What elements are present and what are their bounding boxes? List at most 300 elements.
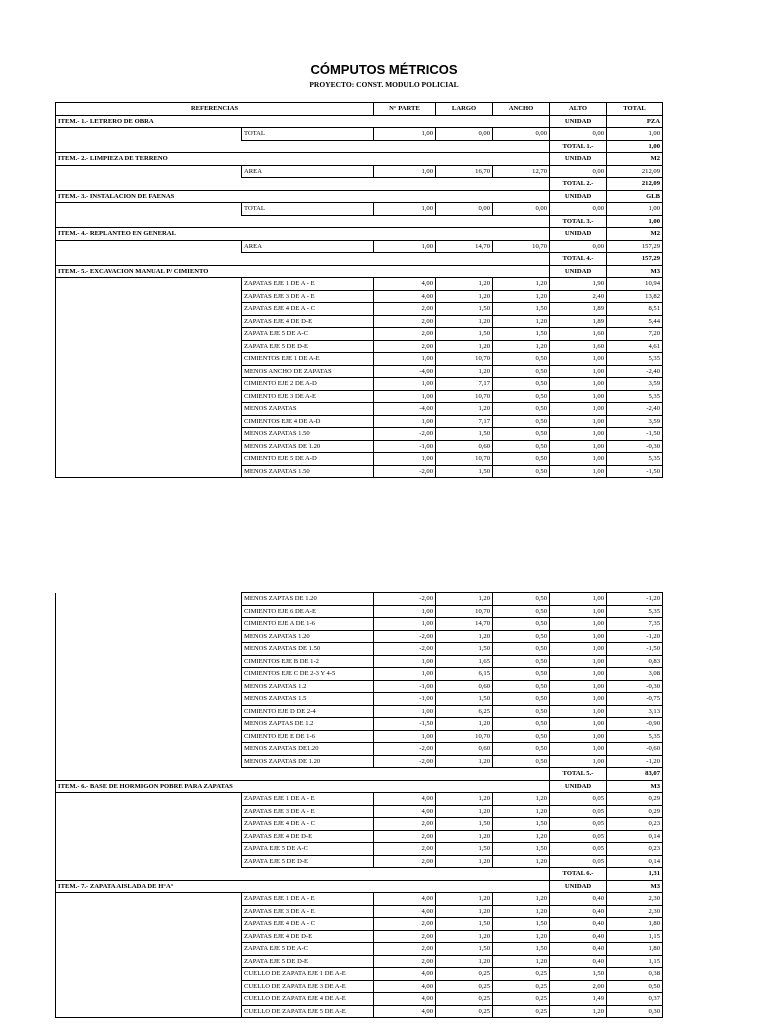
table-row (56, 930, 663, 943)
item-total-row (56, 868, 663, 881)
reference-cell: ZAPATAS EJE 4 DE A - C (242, 918, 374, 931)
largo-cell: 1,20 (436, 905, 493, 918)
header-ancho: ANCHO (493, 103, 550, 116)
n-parte-cell: 1,00 (374, 655, 436, 668)
n-parte-cell: -1,00 (374, 440, 436, 453)
reference-cell: CIMIENTO EJE A DE 1-6 (242, 618, 374, 631)
largo-cell: 1,20 (436, 718, 493, 731)
largo-cell: 1,50 (436, 918, 493, 931)
total-cell: -1,50 (607, 428, 663, 441)
reference-cell: MENOS ZAPATAS (242, 403, 374, 416)
total-value: 1,00 (607, 215, 663, 228)
indent-cell (56, 718, 242, 731)
indent-cell (56, 680, 242, 693)
n-parte-cell: 4,00 (374, 993, 436, 1006)
total-cell: -0,90 (607, 718, 663, 731)
reference-cell: TOTAL (242, 128, 374, 141)
n-parte-cell: 1,00 (374, 165, 436, 178)
indent-cell (56, 693, 242, 706)
table-row (56, 855, 663, 868)
alto-cell: 0,05 (550, 818, 607, 831)
reference-cell: CUELLO DE ZAPATA EJE 5 DE A-E (242, 1005, 374, 1018)
ancho-cell: 0,25 (493, 980, 550, 993)
n-parte-cell: -2,00 (374, 743, 436, 756)
table-row (56, 980, 663, 993)
ancho-cell: 1,20 (493, 930, 550, 943)
alto-cell: 1,00 (550, 693, 607, 706)
indent-cell (56, 403, 242, 416)
ancho-cell: 1,50 (493, 843, 550, 856)
alto-cell: 1,00 (550, 668, 607, 681)
n-parte-cell: -2,00 (374, 428, 436, 441)
alto-cell: 1,00 (550, 353, 607, 366)
indent-cell (56, 943, 242, 956)
n-parte-cell: 2,00 (374, 340, 436, 353)
ancho-cell: 1,20 (493, 340, 550, 353)
ancho-cell: 1,20 (493, 955, 550, 968)
total-cell: 157,29 (607, 240, 663, 253)
header-referencias: REFERENCIAS (56, 103, 374, 116)
largo-cell: 1,50 (436, 818, 493, 831)
n-parte-cell: 1,00 (374, 378, 436, 391)
ancho-cell: 0,50 (493, 655, 550, 668)
table-row (56, 353, 663, 366)
item-header-row (56, 190, 663, 203)
table-row (56, 718, 663, 731)
alto-cell: 0,05 (550, 805, 607, 818)
reference-cell: MENOS ZAPATAS DE 1.20 (242, 755, 374, 768)
total-cell: 2,30 (607, 893, 663, 906)
header-largo: LARGO (436, 103, 493, 116)
n-parte-cell: 4,00 (374, 1005, 436, 1018)
item-header-row (56, 153, 663, 166)
reference-cell: ZAPATAS EJE 4 DE D-E (242, 930, 374, 943)
ancho-cell: 0,50 (493, 705, 550, 718)
total-cell: -1,20 (607, 630, 663, 643)
alto-cell: 0,05 (550, 855, 607, 868)
total-label: TOTAL 1.- (550, 140, 607, 153)
indent-cell (56, 705, 242, 718)
reference-cell: AREA (242, 240, 374, 253)
indent-cell (56, 165, 242, 178)
n-parte-cell: -1,50 (374, 718, 436, 731)
ancho-cell: 0,50 (493, 453, 550, 466)
reference-cell: ZAPATA EJE 5 DE D-E (242, 955, 374, 968)
item-unit: PZA (607, 115, 663, 128)
item-title: ITEM.- 4.- REPLANTEO EN GENERAL (56, 228, 550, 241)
n-parte-cell: 1,00 (374, 203, 436, 216)
indent-cell (56, 278, 242, 291)
largo-cell: 0,25 (436, 968, 493, 981)
largo-cell: 1,50 (436, 693, 493, 706)
total-cell: 1,15 (607, 930, 663, 943)
indent-cell (56, 340, 242, 353)
n-parte-cell: 4,00 (374, 805, 436, 818)
reference-cell: ZAPATA EJE 5 DE A-C (242, 843, 374, 856)
largo-cell: 1,20 (436, 955, 493, 968)
reference-cell: CUELLO DE ZAPATA EJE 4 DE A-E (242, 993, 374, 1006)
reference-cell: MENOS ZAPATAS DE 1.20 (242, 440, 374, 453)
ancho-cell: 1,20 (493, 290, 550, 303)
table-row (56, 655, 663, 668)
table-row (56, 203, 663, 216)
total-cell: -2,40 (607, 403, 663, 416)
alto-cell: 1,00 (550, 415, 607, 428)
item-unit: M3 (607, 780, 663, 793)
total-label: TOTAL 3.- (550, 215, 607, 228)
table-row (56, 943, 663, 956)
table-row (56, 453, 663, 466)
alto-cell: 1,00 (550, 440, 607, 453)
largo-cell: 7,17 (436, 415, 493, 428)
ancho-cell: 0,50 (493, 403, 550, 416)
indent-cell (56, 203, 242, 216)
indent-cell (56, 453, 242, 466)
ancho-cell: 1,50 (493, 943, 550, 956)
total-cell: 1,15 (607, 955, 663, 968)
indent-cell (56, 415, 242, 428)
largo-cell: 0,25 (436, 1005, 493, 1018)
largo-cell: 1,20 (436, 805, 493, 818)
spacer-cell (56, 868, 550, 881)
item-header-row (56, 115, 663, 128)
alto-cell: 1,00 (550, 655, 607, 668)
alto-cell: 0,40 (550, 930, 607, 943)
reference-cell: CIMIENTO EJE 3 DE A-E (242, 390, 374, 403)
total-cell: -2,40 (607, 365, 663, 378)
alto-cell: 1,00 (550, 718, 607, 731)
reference-cell: CIMIENTOS EJE 1 DE A-E (242, 353, 374, 366)
item-unit-label: UNIDAD (550, 265, 607, 278)
alto-cell: 1,60 (550, 328, 607, 341)
table-row (56, 303, 663, 316)
total-cell: 7,35 (607, 618, 663, 631)
total-cell: -1,20 (607, 593, 663, 606)
table-row (56, 818, 663, 831)
total-cell: 0,29 (607, 793, 663, 806)
indent-cell (56, 968, 242, 981)
ancho-cell: 0,50 (493, 643, 550, 656)
ancho-cell: 1,20 (493, 893, 550, 906)
table-row (56, 1005, 663, 1018)
indent-cell (56, 830, 242, 843)
alto-cell: 1,00 (550, 605, 607, 618)
total-label: TOTAL 6.- (550, 868, 607, 881)
item-header-row (56, 780, 663, 793)
alto-cell: 1,00 (550, 618, 607, 631)
largo-cell: 0,60 (436, 680, 493, 693)
table-row (56, 643, 663, 656)
reference-cell: MENOS ZAPATAS 1.50 (242, 428, 374, 441)
alto-cell: 1,20 (550, 1005, 607, 1018)
indent-cell (56, 605, 242, 618)
table-row (56, 730, 663, 743)
indent-cell (56, 818, 242, 831)
header-alto: ALTO (550, 103, 607, 116)
total-cell: 3,13 (607, 705, 663, 718)
total-label: TOTAL 5.- (550, 768, 607, 781)
largo-cell: 1,65 (436, 655, 493, 668)
item-unit-label: UNIDAD (550, 228, 607, 241)
reference-cell: ZAPATA EJE 5 DE A-C (242, 943, 374, 956)
reference-cell: MENOS ZAPATAS DE 1.50 (242, 643, 374, 656)
ancho-cell: 1,20 (493, 905, 550, 918)
reference-cell: AREA (242, 165, 374, 178)
largo-cell: 1,20 (436, 930, 493, 943)
ancho-cell: 0,50 (493, 440, 550, 453)
reference-cell: ZAPATAS EJE 1 DE A - E (242, 278, 374, 291)
largo-cell: 1,20 (436, 403, 493, 416)
indent-cell (56, 240, 242, 253)
item-unit: M2 (607, 153, 663, 166)
alto-cell: 1,89 (550, 303, 607, 316)
total-label: TOTAL 4.- (550, 253, 607, 266)
table-row (56, 905, 663, 918)
table-row (56, 893, 663, 906)
alto-cell: 0,00 (550, 240, 607, 253)
reference-cell: CIMIENTO EJE 6 DE A-E (242, 605, 374, 618)
largo-cell: 1,20 (436, 315, 493, 328)
indent-cell (56, 668, 242, 681)
largo-cell: 0,60 (436, 743, 493, 756)
item-title: ITEM.- 7.- ZAPATA AISLADA DE H°A° (56, 880, 550, 893)
reference-cell: CIMIENTO EJE D DE 2-4 (242, 705, 374, 718)
item-header-row (56, 880, 663, 893)
largo-cell: 1,20 (436, 290, 493, 303)
reference-cell: MENOS ZAPATAS DE1.20 (242, 743, 374, 756)
largo-cell: 10,70 (436, 453, 493, 466)
n-parte-cell: -2,00 (374, 630, 436, 643)
item-unit: M3 (607, 265, 663, 278)
alto-cell: 1,60 (550, 340, 607, 353)
indent-cell (56, 743, 242, 756)
n-parte-cell: 4,00 (374, 278, 436, 291)
ancho-cell: 0,50 (493, 605, 550, 618)
spacer-cell (56, 253, 550, 266)
table-row (56, 605, 663, 618)
indent-cell (56, 378, 242, 391)
ancho-cell: 0,50 (493, 718, 550, 731)
total-cell: -1,50 (607, 465, 663, 478)
table-row (56, 630, 663, 643)
n-parte-cell: 2,00 (374, 315, 436, 328)
table-row (56, 240, 663, 253)
reference-cell: ZAPATAS EJE 3 DE A - E (242, 805, 374, 818)
indent-cell (56, 630, 242, 643)
indent-cell (56, 593, 242, 606)
total-cell: -0,75 (607, 693, 663, 706)
table-row (56, 968, 663, 981)
largo-cell: 1,20 (436, 365, 493, 378)
item-title: ITEM.- 3.- INSTALACION DE FAENAS (56, 190, 550, 203)
table-row (56, 390, 663, 403)
n-parte-cell: -2,00 (374, 755, 436, 768)
indent-cell (56, 855, 242, 868)
ancho-cell: 0,50 (493, 465, 550, 478)
n-parte-cell: -4,00 (374, 365, 436, 378)
computations-table-page-2 (55, 592, 663, 1018)
reference-cell: MENOS ZAPATAS 1.50 (242, 465, 374, 478)
item-unit-label: UNIDAD (550, 190, 607, 203)
table-row (56, 278, 663, 291)
largo-cell: 10,70 (436, 390, 493, 403)
alto-cell: 0,05 (550, 793, 607, 806)
indent-cell (56, 465, 242, 478)
n-parte-cell: -4,00 (374, 403, 436, 416)
n-parte-cell: 4,00 (374, 793, 436, 806)
alto-cell: 1,00 (550, 705, 607, 718)
total-cell: 0,38 (607, 968, 663, 981)
ancho-cell: 0,50 (493, 378, 550, 391)
total-cell: 0,83 (607, 655, 663, 668)
ancho-cell: 0,50 (493, 415, 550, 428)
largo-cell: 6,25 (436, 705, 493, 718)
total-cell: 13,82 (607, 290, 663, 303)
reference-cell: CIMIENTO EJE 5 DE A-D (242, 453, 374, 466)
item-title: ITEM.- 6.- BASE DE HORMIGON POBRE PARA ZAPATAS (56, 780, 550, 793)
reference-cell: MENOS ZAPATAS 1.20 (242, 630, 374, 643)
n-parte-cell: 1,00 (374, 128, 436, 141)
n-parte-cell: 4,00 (374, 968, 436, 981)
ancho-cell: 1,20 (493, 830, 550, 843)
reference-cell: MENOS ZAPATAS 1.2 (242, 680, 374, 693)
ancho-cell: 1,50 (493, 818, 550, 831)
item-unit: M3 (607, 880, 663, 893)
table-row (56, 705, 663, 718)
item-title: ITEM.- 1.- LETRERO DE OBRA (56, 115, 550, 128)
project-subtitle: PROYECTO: CONST. MODULO POLICIAL (309, 80, 459, 89)
largo-cell: 0,25 (436, 980, 493, 993)
item-header-row (56, 265, 663, 278)
n-parte-cell: 2,00 (374, 930, 436, 943)
n-parte-cell: 1,00 (374, 240, 436, 253)
ancho-cell: 1,20 (493, 278, 550, 291)
largo-cell: 0,60 (436, 440, 493, 453)
ancho-cell: 0,50 (493, 618, 550, 631)
ancho-cell: 0,50 (493, 428, 550, 441)
alto-cell: 1,00 (550, 465, 607, 478)
item-unit-label: UNIDAD (550, 153, 607, 166)
total-cell: 5,35 (607, 353, 663, 366)
alto-cell: 1,89 (550, 315, 607, 328)
largo-cell: 1,20 (436, 593, 493, 606)
alto-cell: 1,00 (550, 593, 607, 606)
total-cell: 0,23 (607, 818, 663, 831)
largo-cell: 1,20 (436, 855, 493, 868)
spacer-cell (56, 140, 550, 153)
ancho-cell: 0,25 (493, 1005, 550, 1018)
largo-cell: 1,50 (436, 428, 493, 441)
total-cell: 5,44 (607, 315, 663, 328)
reference-cell: ZAPATAS EJE 4 DE A - C (242, 303, 374, 316)
ancho-cell: 0,50 (493, 365, 550, 378)
indent-cell (56, 128, 242, 141)
total-cell: -1,50 (607, 643, 663, 656)
alto-cell: 1,90 (550, 278, 607, 291)
total-cell: -0,30 (607, 680, 663, 693)
total-cell: 7,20 (607, 328, 663, 341)
total-cell: 5,35 (607, 453, 663, 466)
largo-cell: 0,25 (436, 993, 493, 1006)
ancho-cell: 0,50 (493, 730, 550, 743)
ancho-cell: 0,50 (493, 755, 550, 768)
largo-cell: 1,20 (436, 755, 493, 768)
total-cell: 1,80 (607, 918, 663, 931)
ancho-cell: 1,20 (493, 855, 550, 868)
indent-cell (56, 993, 242, 1006)
alto-cell: 0,40 (550, 918, 607, 931)
largo-cell: 16,70 (436, 165, 493, 178)
total-cell: 1,00 (607, 128, 663, 141)
alto-cell: 1,00 (550, 403, 607, 416)
n-parte-cell: 1,00 (374, 353, 436, 366)
total-value: 83,07 (607, 768, 663, 781)
table-body-page-2 (56, 593, 663, 1018)
n-parte-cell: -1,00 (374, 693, 436, 706)
table-row (56, 440, 663, 453)
total-cell: -0,60 (607, 743, 663, 756)
total-cell: 0,37 (607, 993, 663, 1006)
n-parte-cell: 1,00 (374, 705, 436, 718)
alto-cell: 0,40 (550, 905, 607, 918)
indent-cell (56, 390, 242, 403)
table-row (56, 755, 663, 768)
alto-cell: 1,49 (550, 993, 607, 1006)
n-parte-cell: 1,00 (374, 668, 436, 681)
reference-cell: ZAPATAS EJE 3 DE A - E (242, 290, 374, 303)
ancho-cell: 1,20 (493, 793, 550, 806)
total-cell: 5,35 (607, 730, 663, 743)
alto-cell: 1,00 (550, 755, 607, 768)
largo-cell: 10,70 (436, 730, 493, 743)
spacer-cell (56, 768, 550, 781)
total-cell: -1,20 (607, 755, 663, 768)
reference-cell: CUELLO DE ZAPATA EJE 3 DE A-E (242, 980, 374, 993)
n-parte-cell: 4,00 (374, 893, 436, 906)
indent-cell (56, 315, 242, 328)
indent-cell (56, 793, 242, 806)
indent-cell (56, 805, 242, 818)
total-cell: 1,00 (607, 203, 663, 216)
ancho-cell: 0,50 (493, 593, 550, 606)
ancho-cell: 1,50 (493, 918, 550, 931)
table-header-row (56, 103, 663, 116)
table-row (56, 365, 663, 378)
total-cell: 5,35 (607, 390, 663, 403)
computations-table-page-1 (55, 102, 663, 478)
indent-cell (56, 353, 242, 366)
table-row (56, 680, 663, 693)
total-cell: 10,94 (607, 278, 663, 291)
indent-cell (56, 290, 242, 303)
table-row (56, 428, 663, 441)
largo-cell: 1,20 (436, 340, 493, 353)
n-parte-cell: 2,00 (374, 918, 436, 931)
total-cell: 0,29 (607, 805, 663, 818)
n-parte-cell: 4,00 (374, 905, 436, 918)
total-cell: 212,09 (607, 165, 663, 178)
spacer-cell (56, 178, 550, 191)
largo-cell: 14,70 (436, 618, 493, 631)
largo-cell: 1,50 (436, 328, 493, 341)
ancho-cell: 0,50 (493, 353, 550, 366)
n-parte-cell: 1,00 (374, 415, 436, 428)
ancho-cell: 10,70 (493, 240, 550, 253)
largo-cell: 1,50 (436, 843, 493, 856)
alto-cell: 1,00 (550, 743, 607, 756)
indent-cell (56, 755, 242, 768)
page-title: CÓMPUTOS MÉTRICOS (310, 62, 458, 77)
